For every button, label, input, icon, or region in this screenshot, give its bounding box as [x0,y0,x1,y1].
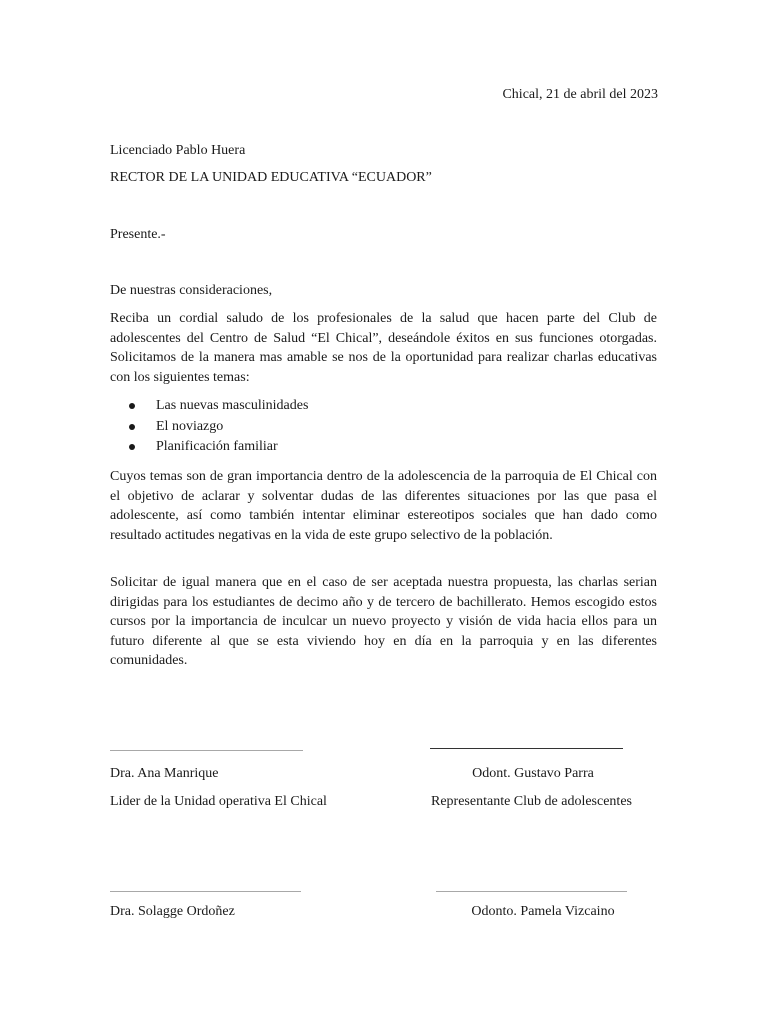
list-item [110,396,657,417]
signature-line [436,891,627,892]
recipient-name: Licenciado Pablo Huera [110,143,246,158]
list-item [110,437,657,458]
paragraph-request: Solicitar de igual manera que en el caso de ser aceptada nuestra propuesta, las charlas serian dirigidas para los estudiantes de decimo año y de tercero de bachillerato. Hemos escogido estos cursos por la importancia de inculcar un nuevo proyecto y visión de vida hacia ellos para un futuro diferente al que se esta viviendo hoy en día en la parroquia y en las diferentes comunidades. [110,575,657,668]
place-date: Chical, 21 de abril del 2023 [502,87,658,102]
signatory-role: Lider de la Unidad operativa El Chical [110,794,327,809]
signature-line [110,891,301,892]
topic-label: Planificación familiar [156,439,278,454]
presente-line: Presente.- [110,227,166,242]
signatory-role: Representante Club de adolescentes [431,794,632,809]
signatory-name: Dra. Ana Manrique [110,766,219,781]
recipient-title: RECTOR DE LA UNIDAD EDUCATIVA “ECUADOR” [110,170,432,185]
greeting: De nuestras consideraciones, [110,283,273,298]
paragraph-importance: Cuyos temas son de gran importancia dentro de la adolescencia de la parroquia de El Chical con el objetivo de aclarar y solventar dudas de las diferentes situaciones por las que pasa el adolescente, así como también intentar eliminar estereotipos sociales que han dado como resultado actitudes negativas en la vida de este grupo selectivo de la población. [110,469,657,543]
topic-label: Las nuevas masculinidades [156,398,309,413]
bullet-icon [129,403,135,409]
signature-line [430,748,623,749]
list-item [110,417,657,438]
bullet-icon [129,444,135,450]
topics-list [110,396,657,458]
paragraph-intro: Reciba un cordial saludo de los profesionales de la salud que hacen parte del Club de adolescentes del Centro de Salud “El Chical”, deseándole éxitos en sus funciones otorgadas. Solicitamos de la manera mas amable se nos de la oportunidad para realizar charlas educativas con los siguientes temas: [110,311,657,385]
signatory-name: Odont. Gustavo Parra [472,766,594,781]
topic-label: El noviazgo [156,418,224,434]
signatory-name: Odonto. Pamela Vizcaino [471,904,615,919]
signature-line [110,750,303,751]
signatory-name: Dra. Solagge Ordoñez [110,904,235,919]
bullet-icon [129,424,135,430]
